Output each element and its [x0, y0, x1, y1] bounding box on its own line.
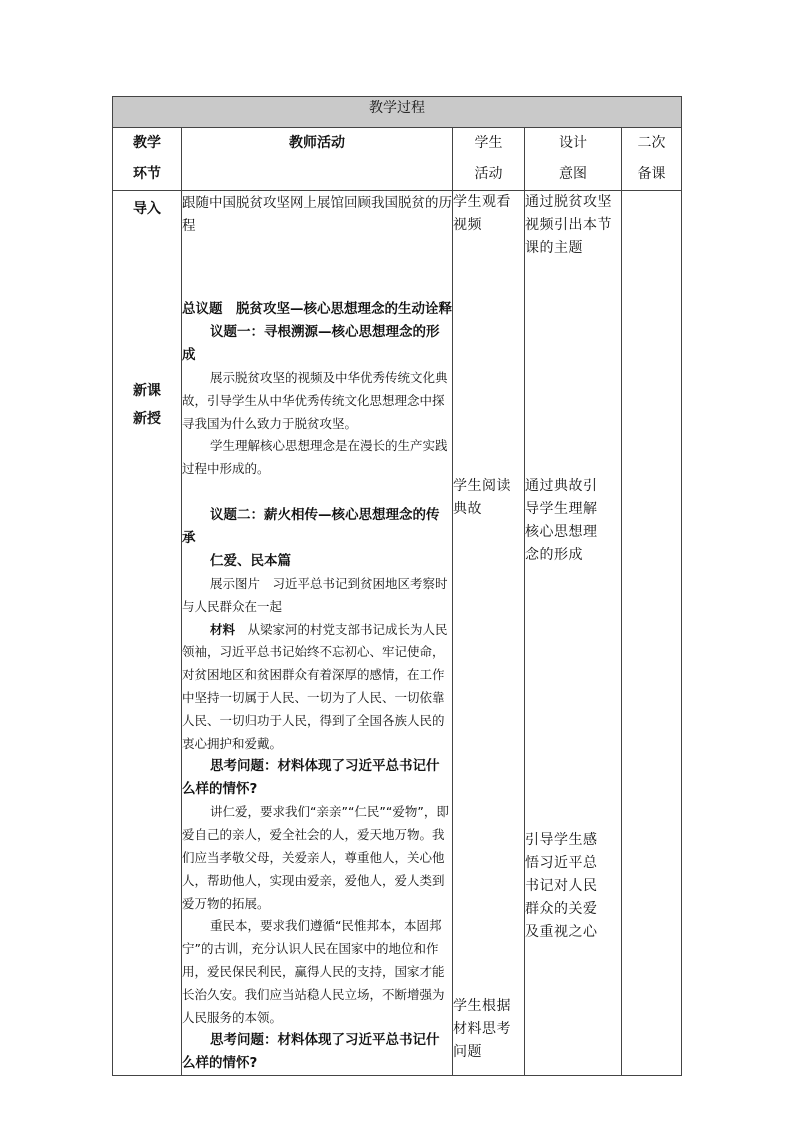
design-story: 通过典故引导学生理解核心思想理念的形成 — [525, 477, 598, 563]
material-label: 材料 — [210, 621, 236, 637]
stage-cell — [113, 191, 182, 1076]
question1: 思考问题：材料体现了习近平总书记什么样的情怀? — [182, 758, 440, 798]
header-design — [525, 128, 622, 191]
second-prep-cell — [622, 191, 682, 1076]
header-second-line2: 备课 — [637, 166, 666, 182]
material-line — [182, 619, 452, 756]
student-read: 学生阅读典故 — [453, 477, 511, 517]
header-design-line2: 意图 — [559, 166, 587, 182]
header-student — [453, 128, 525, 191]
header-stage-line1: 教学 — [133, 135, 161, 151]
picture-text: 习近平总书记到贫困地区考察时与人民群众在一起 — [182, 575, 448, 614]
header-student-line2: 活动 — [474, 166, 503, 182]
answer-ren: 讲仁爱，要求我们“亲亲”“仁民”“爱物”，即爱自己的亲人，爱全社会的人，爱天地万物。我们应当孝敬父母，关爱亲人，尊重他人，关心他人，帮助他人，实现由爱亲，爱他人，爱人类到爱万物的拓展。 — [182, 804, 449, 911]
topic1-paragraph1: 展示脱贫攻坚的视频及中华优秀传统文化典故，引导学生从中华优秀传统文化思想理念中探寻我国为什么致力于脱贫攻坚。 — [182, 370, 448, 431]
header-stage — [113, 128, 182, 191]
picture-label: 展示图片 — [210, 575, 261, 591]
overall-topic: 总议题 脱贫攻坚—核心思想理念的生动诠释 — [182, 301, 452, 317]
student-material: 学生根据材料思考问题 — [453, 997, 511, 1060]
design-intro: 通过脱贫攻坚视频引出本节课的主题 — [525, 194, 612, 256]
header-teacher: 教师活动 — [182, 128, 453, 191]
teacher-activity-cell — [182, 191, 453, 1076]
answer-min: 重民本，要求我们遵循“民惟邦本，本固邦宁”的古训，充分认识人民在国家中的地位和作用，爱民保民利民，赢得人民的支持，国家才能长治久安。我们应当站稳人民立场，不断增强为人民服务的本领。 — [182, 918, 445, 1025]
stage-intro: 导入 — [133, 201, 161, 217]
header-stage-line2: 环节 — [133, 166, 161, 182]
lesson-process-table — [112, 96, 682, 1076]
header-design-line1: 设计 — [559, 135, 587, 151]
picture-line — [182, 573, 452, 619]
header-second — [622, 128, 682, 191]
topic1-paragraph2: 学生理解核心思想理念是在漫长的生产实践过程中形成的。 — [182, 438, 448, 477]
material-text: 从梁家河的村党支部书记成长为人民领袖，习近平总书记始终不忘初心、牢记使命，对贫困地区和贫困群众有着深厚的感情，在工作中坚持一切属于人民、一切为了人民、一切依靠人民、一切归功于人民，得到了全国各族人民的衷心拥护和爱戴。 — [182, 621, 448, 751]
stage-new-line2: 新授 — [133, 411, 161, 427]
header-student-line1: 学生 — [474, 135, 503, 151]
topic1-heading: 议题一：寻根溯源—核心思想理念的形成 — [182, 324, 440, 363]
student-intro: 学生观看视频 — [453, 194, 511, 233]
intro-text: 跟随中国脱贫攻坚网上展馆回顾我国脱贫的历程 — [182, 195, 452, 234]
stage-new-line1: 新课 — [133, 383, 161, 399]
topic2-subheading: 仁爱、民本篇 — [210, 552, 291, 569]
design-feel: 引导学生感悟习近平总书记对人民群众的关爱及重视之心 — [525, 831, 598, 940]
header-second-line1: 二次 — [637, 135, 666, 151]
student-activity-cell — [453, 191, 525, 1076]
topic2-heading: 议题二：薪火相传—核心思想理念的传承 — [182, 506, 440, 546]
question2: 思考问题：材料体现了习近平总书记什么样的情怀? — [182, 1032, 440, 1072]
table-title: 教学过程 — [113, 97, 682, 128]
design-intent-cell — [525, 191, 622, 1076]
